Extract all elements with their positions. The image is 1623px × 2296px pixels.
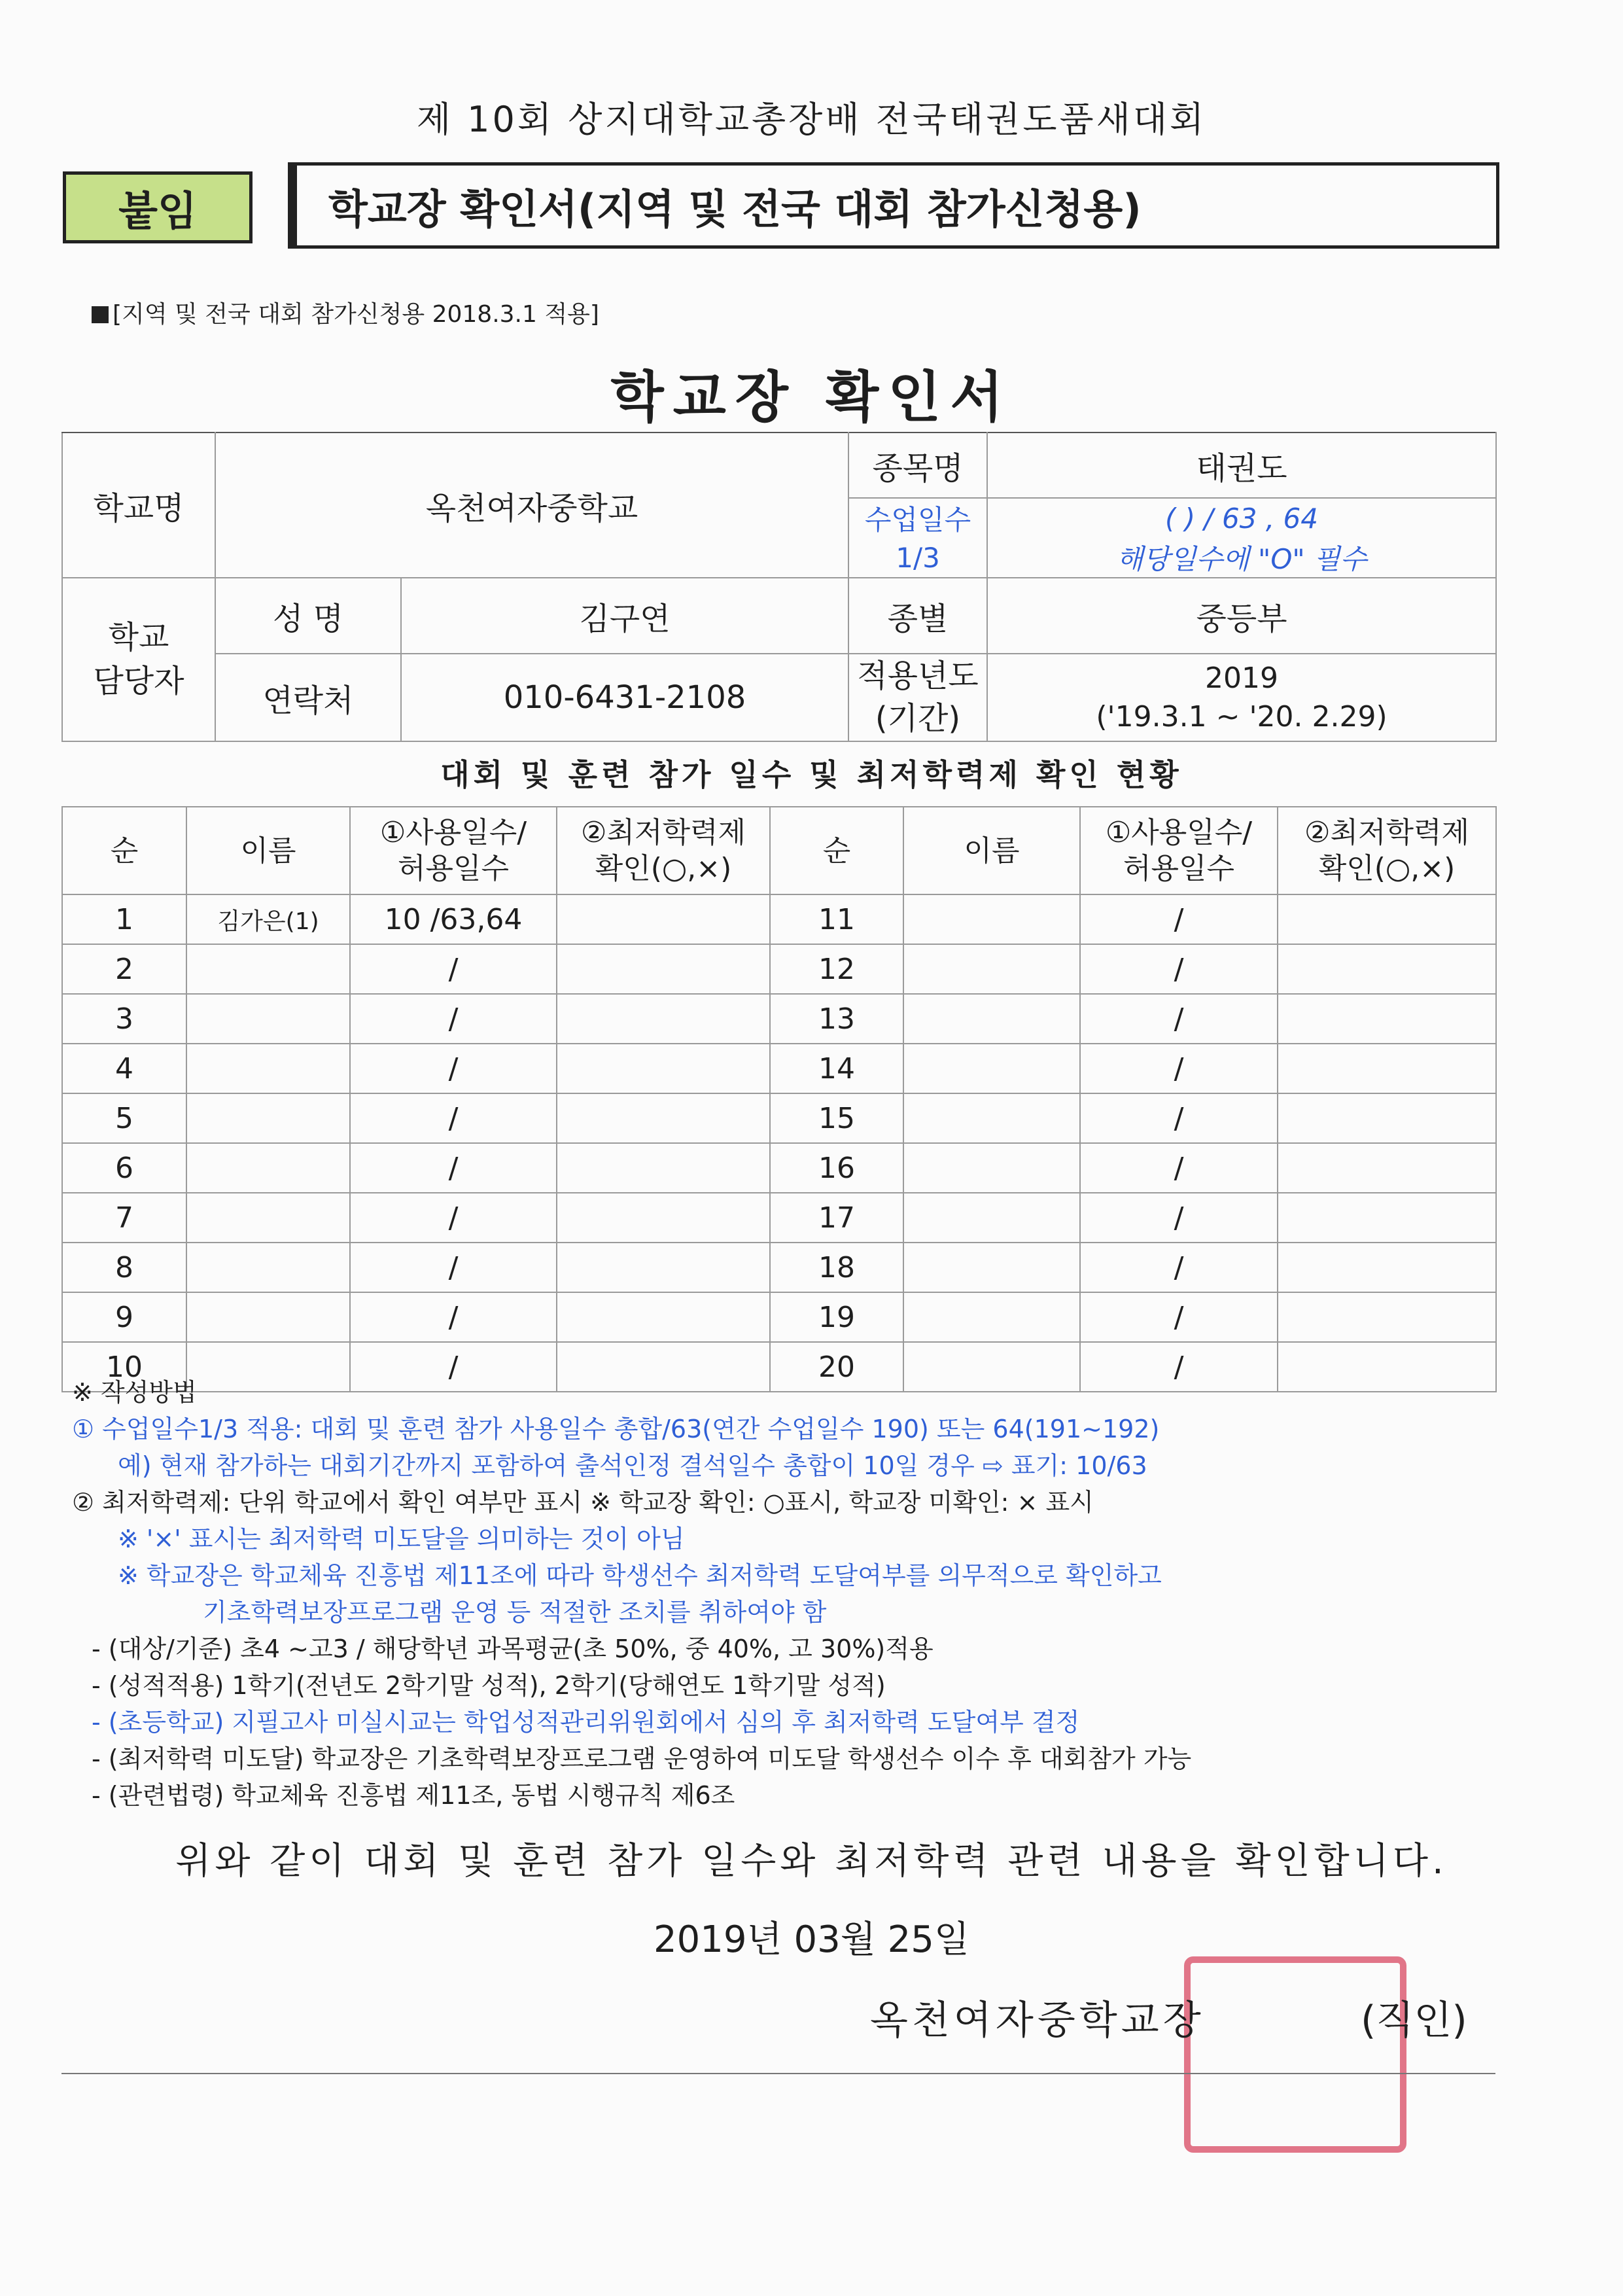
header-used-days — [350, 807, 557, 894]
header-check-line2-right: 확인(○,×) — [1318, 852, 1456, 885]
table-row — [62, 1243, 1496, 1292]
year-label-line1: 적용년도 — [857, 658, 979, 695]
principal-name: 옥천여자중학교장 — [870, 1998, 1205, 2043]
class-days-note: 해당일수에 "O" 필수 — [987, 538, 1496, 578]
row-name — [186, 1193, 350, 1243]
school-label: 학교명 — [62, 433, 215, 578]
header-min-check-right — [1278, 807, 1496, 894]
row-min-check-right — [1278, 1093, 1496, 1143]
row-min-check — [557, 1044, 770, 1093]
row-min-check — [557, 1292, 770, 1342]
row-min-check-right — [1278, 1143, 1496, 1193]
row-name — [186, 994, 350, 1044]
row-used-days-right: / — [1080, 994, 1278, 1044]
row-no: 4 — [62, 1044, 186, 1093]
participation-table — [61, 806, 1497, 1392]
table-row — [62, 1093, 1496, 1143]
applied-note-text: [지역 및 전국 대회 참가신청용 2018.3.1 적용] — [113, 301, 599, 328]
official-seal-stamp — [1184, 1956, 1406, 2153]
row-name — [186, 1143, 350, 1193]
school-info-table — [61, 432, 1497, 742]
header-name: 이름 — [186, 807, 350, 894]
row-min-check — [557, 944, 770, 994]
note-1: ① 수업일수1/3 적용: 대회 및 훈련 참가 사용일수 총합/63(연간 수업일수 190) 또는 64(191~192) — [72, 1415, 1160, 1443]
row-used-days: / — [350, 1243, 557, 1292]
row-name — [186, 1292, 350, 1342]
contact-label: 연락처 — [215, 654, 401, 741]
row-no-right: 14 — [770, 1044, 903, 1093]
row-min-check-right — [1278, 1292, 1496, 1342]
note-2-a: ※ '×' 표시는 최저학력 미도달을 의미하는 것이 아님 — [118, 1525, 685, 1553]
row-name-right — [903, 1044, 1080, 1093]
row-used-days: / — [350, 1292, 557, 1342]
school-value: 옥천여자중학교 — [215, 433, 848, 578]
seal-label: (직인) — [1361, 1998, 1467, 2043]
row-min-check-right — [1278, 894, 1496, 944]
row-name-right — [903, 1093, 1080, 1143]
staff-label — [62, 578, 215, 741]
row-min-check — [557, 1243, 770, 1292]
row-min-check — [557, 1193, 770, 1243]
row-used-days-right: / — [1080, 944, 1278, 994]
row-name-right — [903, 944, 1080, 994]
row-no: 5 — [62, 1093, 186, 1143]
row-name-right — [903, 1193, 1080, 1243]
header-no: 순 — [62, 807, 186, 894]
form-title: 학교장 확인서 — [610, 365, 1013, 429]
row-no: 6 — [62, 1143, 186, 1193]
name-value: 김구연 — [401, 578, 848, 654]
row-used-days-right: / — [1080, 1292, 1278, 1342]
row-no-right: 20 — [770, 1342, 903, 1392]
confirmation-statement: 위와 같이 대회 및 훈련 참가 일수와 최저학력 관련 내용을 확인합니다. — [175, 1840, 1448, 1882]
row-used-days: / — [350, 1093, 557, 1143]
square-bullet-icon — [92, 306, 109, 323]
row-used-days: / — [350, 994, 557, 1044]
name-label: 성 명 — [215, 578, 401, 654]
row-min-check — [557, 1093, 770, 1143]
period-value: ('19.3.1 ~ '20. 2.29) — [1096, 700, 1387, 733]
row-used-days: / — [350, 944, 557, 994]
header-no-right: 순 — [770, 807, 903, 894]
instructions — [72, 1374, 1544, 1814]
row-no-right: 11 — [770, 894, 903, 944]
row-no: 7 — [62, 1193, 186, 1243]
division-label: 종별 — [848, 578, 987, 654]
staff-label-line1: 학교 — [108, 618, 169, 656]
table-row — [62, 1044, 1496, 1093]
row-name: 김가은(1) — [186, 894, 350, 944]
row-used-days: / — [350, 1044, 557, 1093]
table-row — [62, 1292, 1496, 1342]
row-name — [186, 1044, 350, 1093]
row-used-days-right: / — [1080, 1342, 1278, 1392]
table-row — [62, 1143, 1496, 1193]
staff-label-line2: 담당자 — [93, 663, 184, 699]
row-used-days: 10 /63,64 — [350, 894, 557, 944]
table-header-row — [62, 807, 1496, 894]
row-min-check-right — [1278, 994, 1496, 1044]
table-row — [62, 1193, 1496, 1243]
notes-heading: ※ 작성방법 — [72, 1378, 197, 1407]
header-used-line2-right: 허용일수 — [1123, 852, 1234, 885]
table-row — [62, 894, 1496, 944]
detail-2: - (성적적용) 1학기(전년도 2학기말 성적), 2학기(당해연도 1학기말 성적) — [92, 1671, 886, 1700]
header-min-check — [557, 807, 770, 894]
row-min-check-right — [1278, 944, 1496, 994]
section-title: 대회 및 훈련 참가 일수 및 최저학력제 확인 현황 — [440, 757, 1183, 792]
header-name-right: 이름 — [903, 807, 1080, 894]
row-name-right — [903, 994, 1080, 1044]
division-value: 중등부 — [987, 578, 1496, 654]
note-2-c: 기초학력보장프로그램 운영 등 적절한 조치를 취하여야 함 — [203, 1598, 827, 1627]
row-no-right: 16 — [770, 1143, 903, 1193]
row-min-check — [557, 994, 770, 1044]
attachment-badge: 붙임 — [63, 171, 253, 243]
row-used-days: / — [350, 1193, 557, 1243]
row-no-right: 13 — [770, 994, 903, 1044]
year-label — [848, 654, 987, 741]
applied-note — [92, 296, 599, 329]
row-name — [186, 1093, 350, 1143]
row-name-right — [903, 1143, 1080, 1193]
class-days-value: ( ) / 63 , 64 — [987, 498, 1496, 538]
period-label: (기간) — [875, 700, 961, 737]
table-row — [62, 944, 1496, 994]
row-no-right: 15 — [770, 1093, 903, 1143]
year-value — [987, 654, 1496, 741]
signature-date: 2019년 03월 25일 — [654, 1918, 969, 1961]
note-2-b: ※ 학교장은 학교체육 진흥법 제11조에 따라 학생선수 최저학력 도달여부를 의무적으로 확인하고 — [118, 1561, 1162, 1590]
row-used-days-right: / — [1080, 894, 1278, 944]
row-used-days-right: / — [1080, 1243, 1278, 1292]
bottom-divider — [61, 2073, 1495, 2074]
row-no: 8 — [62, 1243, 186, 1292]
contact-value: 010-6431-2108 — [401, 654, 848, 741]
header-check-line1: ②최저학력제 — [581, 816, 746, 849]
header-used-line1-right: ①사용일수/ — [1105, 816, 1253, 849]
year-value-line1: 2019 — [1205, 661, 1278, 695]
row-min-check-right — [1278, 1044, 1496, 1093]
row-name — [186, 944, 350, 994]
row-min-check-right — [1278, 1193, 1496, 1243]
row-no-right: 12 — [770, 944, 903, 994]
class-days-label: 수업일수 — [848, 498, 987, 538]
row-min-check-right — [1278, 1243, 1496, 1292]
detail-1: - (대상/기준) 초4 ~고3 / 해당학년 과목평균(초 50%, 중 40%, 고 30%)적용 — [92, 1634, 934, 1663]
row-no: 3 — [62, 994, 186, 1044]
header-used-line1: ①사용일수/ — [379, 816, 527, 849]
row-name-right — [903, 894, 1080, 944]
row-no: 1 — [62, 894, 186, 944]
row-no: 9 — [62, 1292, 186, 1342]
row-used-days-right: / — [1080, 1093, 1278, 1143]
detail-3: - (초등학교) 지필고사 미실시교는 학업성적관리위원회에서 심의 후 최저학력 도달여부 결정 — [92, 1708, 1080, 1737]
row-no-right: 18 — [770, 1243, 903, 1292]
row-min-check — [557, 894, 770, 944]
row-no-right: 17 — [770, 1193, 903, 1243]
row-name — [186, 1243, 350, 1292]
header-check-line2: 확인(○,×) — [595, 852, 732, 885]
table-row — [62, 994, 1496, 1044]
header-used-days-right — [1080, 807, 1278, 894]
note-2: ② 최저학력제: 단위 학교에서 확인 여부만 표시 ※ 학교장 확인: ○표시, 학교장 미확인: × 표시 — [72, 1488, 1094, 1517]
row-name-right — [903, 1243, 1080, 1292]
row-no: 2 — [62, 944, 186, 994]
row-no: 10 — [62, 1342, 186, 1392]
sport-value: 태권도 — [987, 433, 1496, 498]
row-used-days: / — [350, 1143, 557, 1193]
row-name-right — [903, 1292, 1080, 1342]
detail-4: - (최저학력 미도달) 학교장은 기초학력보장프로그램 운영하여 미도달 학생선수 이수 후 대회참가 가능 — [92, 1744, 1192, 1773]
sport-label: 종목명 — [848, 433, 987, 498]
class-days-fraction: 1/3 — [848, 538, 987, 578]
detail-5: - (관련법령) 학교체육 진흥법 제11조, 동법 시행규칙 제6조 — [92, 1781, 735, 1810]
row-min-check — [557, 1143, 770, 1193]
row-used-days-right: / — [1080, 1044, 1278, 1093]
header-used-line2: 허용일수 — [397, 852, 509, 885]
note-1-example: 예) 현재 참가하는 대회기간까지 포함하여 출석인정 결석일수 총합이 10일 경우 ⇨ 표기: 10/63 — [118, 1451, 1147, 1480]
event-title: 제 10회 상지대학교총장배 전국태권도품새대회 — [416, 99, 1207, 140]
row-used-days-right: / — [1080, 1143, 1278, 1193]
row-no-right: 19 — [770, 1292, 903, 1342]
header-check-line1-right: ②최저학력제 — [1304, 816, 1469, 849]
row-used-days-right: / — [1080, 1193, 1278, 1243]
document-title: 학교장 확인서(지역 및 전국 대회 참가신청용) — [288, 162, 1499, 249]
row-used-days: / — [350, 1342, 557, 1392]
